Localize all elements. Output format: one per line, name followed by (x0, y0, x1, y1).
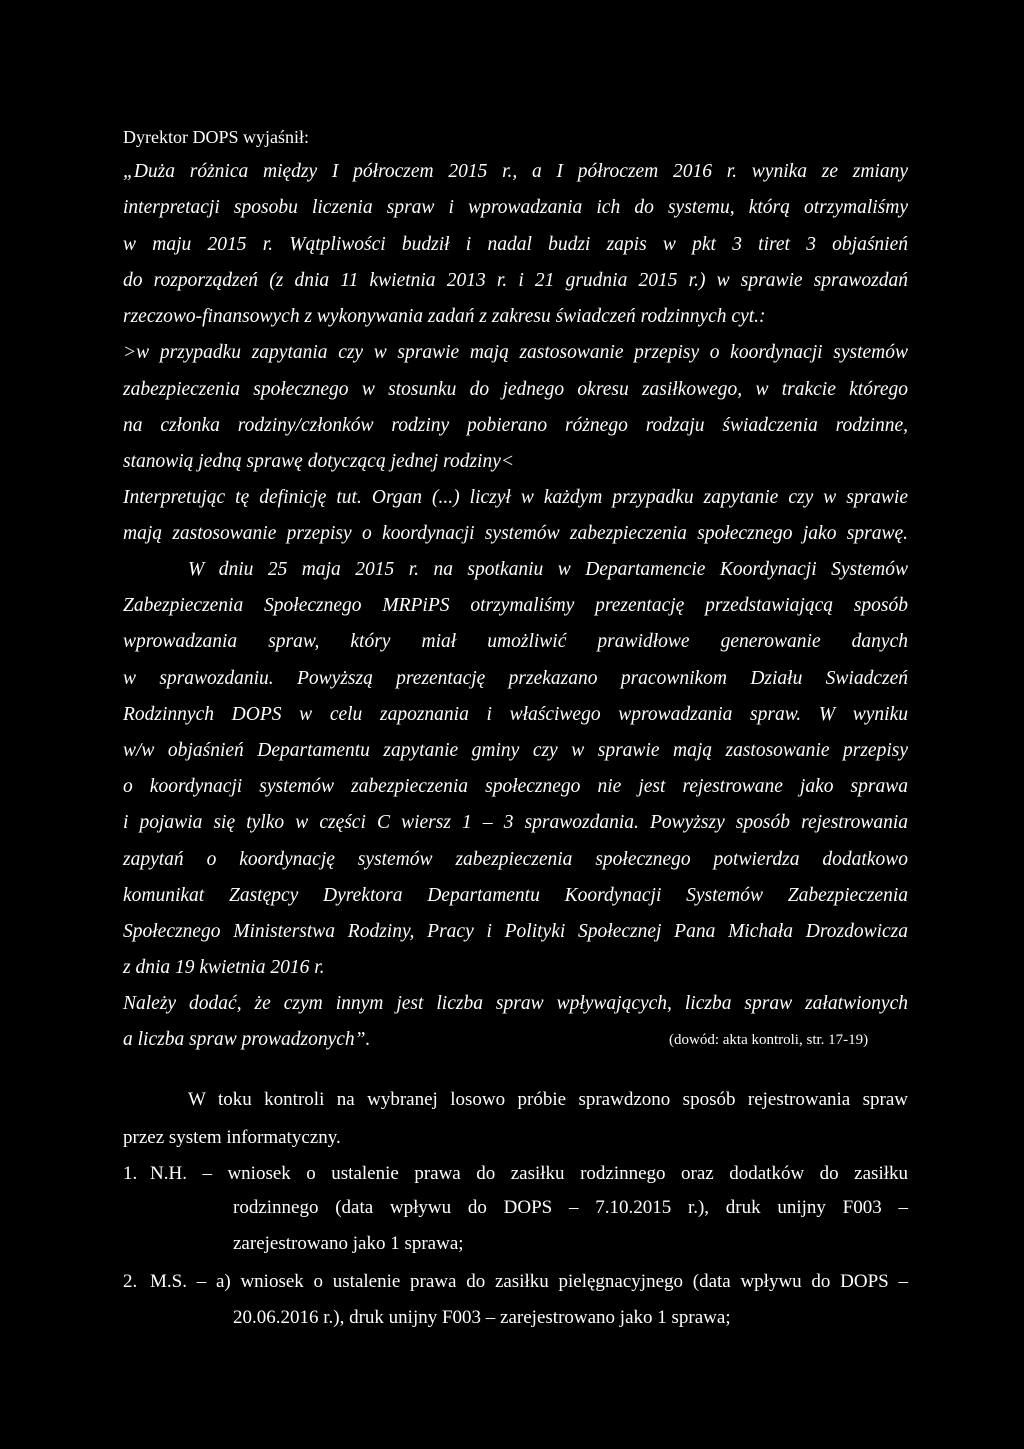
list-item-line: 20.06.2016 r.), druk unijny F003 – zarejestrowano jako 1 sprawa; (233, 1307, 731, 1328)
list-item-line: N.H. – wniosek o ustalenie prawa do zasiłku rodzinnego oraz dodatków do zasiłku (150, 1163, 908, 1184)
quote-line: w/w objaśnień Departamentu zapytanie gminy czy w sprawie mają zastosowanie przepisy (123, 740, 908, 761)
quote-line: w maju 2015 r. Wątpliwości budził i nadal budzi zapis w pkt 3 tiret 3 objaśnień (123, 234, 908, 255)
quote-line: z dnia 19 kwietnia 2016 r. (123, 957, 325, 978)
quote-line: W dniu 25 maja 2015 r. na spotkaniu w Departamencie Koordynacji Systemów (188, 559, 908, 580)
quote-line: zapytań o koordynację systemów zabezpieczenia społecznego potwierdza dodatkowo (123, 849, 908, 870)
body-line: przez system informatyczny. (123, 1127, 341, 1148)
quote-line: Interpretując tę definicję tut. Organ (...) liczył w każdym przypadku zapytanie czy w sprawie (123, 487, 908, 508)
quote-line: interpretacji sposobu liczenia spraw i wprowadzania ich do systemu, którą otrzymaliśmy (123, 197, 908, 218)
quote-line: wprowadzania spraw, który miał umożliwić prawidłowe generowanie danych (123, 631, 908, 652)
list-item-line: M.S. – a) wniosek o ustalenie prawa do zasiłku pielęgnacyjnego (data wpływu do DOPS – (150, 1271, 908, 1292)
quote-line: zabezpieczenia społecznego w stosunku do jednego okresu zasiłkowego, w trakcie którego (123, 379, 908, 400)
quote-line: Społecznego Ministerstwa Rodziny, Pracy i Polityki Społecznej Pana Michała Drozdowicza (123, 921, 908, 942)
list-item-line: zarejestrowano jako 1 sprawa; (233, 1233, 464, 1254)
quote-line: w sprawozdaniu. Powyższą prezentację przekazano pracownikom Działu Swiadczeń (123, 668, 908, 689)
quote-line: Rodzinnych DOPS w celu zapoznania i właściwego wprowadzania spraw. W wyniku (123, 704, 908, 725)
heading: Dyrektor DOPS wyjaśnił: (123, 127, 309, 147)
quote-line: na członka rodziny/członków rodziny pobierano różnego rodzaju świadczenia rodzinne, (123, 415, 908, 436)
list-item-number: 2. (123, 1271, 138, 1292)
list-item-number: 1. (123, 1163, 138, 1184)
quote-line: o koordynacji systemów zabezpieczenia społecznego nie jest rejestrowane jako sprawa (123, 776, 908, 797)
evidence-note: (dowód: akta kontroli, str. 17-19) (669, 1032, 869, 1048)
quote-line: i pojawia się tylko w części C wiersz 1 – 3 sprawozdania. Powyższy sposób rejestrowania (123, 812, 908, 833)
body-line: W toku kontroli na wybranej losowo próbie sprawdzono sposób rejestrowania spraw (188, 1089, 908, 1110)
quote-line: stanowią jedną sprawę dotyczącą jednej rodziny< (123, 451, 515, 472)
quote-line: >w przypadku zapytania czy w sprawie mają zastosowanie przepisy o koordynacji systemów (123, 342, 908, 363)
quote-line: mają zastosowanie przepisy o koordynacji systemów zabezpieczenia społecznego jako sprawę. (123, 523, 908, 544)
quote-line: rzeczowo-finansowych z wykonywania zadań z zakresu świadczeń rodzinnych cyt.: (123, 306, 766, 327)
quote-line: Zabezpieczenia Społecznego MRPiPS otrzymaliśmy prezentację przedstawiającą sposób (123, 595, 908, 616)
quote-line: komunikat Zastępcy Dyrektora Departamentu Koordynacji Systemów Zabezpieczenia (123, 885, 908, 906)
quote-line: a liczba spraw prowadzonych”. (123, 1029, 371, 1050)
quote-line: „Duża różnica między I półroczem 2015 r., a I półroczem 2016 r. wynika ze zmiany (123, 161, 908, 182)
list-item-line: rodzinnego (data wpływu do DOPS – 7.10.2015 r.), druk unijny F003 – (233, 1197, 908, 1218)
quote-line: Należy dodać, że czym innym jest liczba spraw wpływających, liczba spraw załatwionych (123, 993, 908, 1014)
quote-line: do rozporządzeń (z dnia 11 kwietnia 2013 r. i 21 grudnia 2015 r.) w sprawie sprawozdań (123, 270, 908, 291)
